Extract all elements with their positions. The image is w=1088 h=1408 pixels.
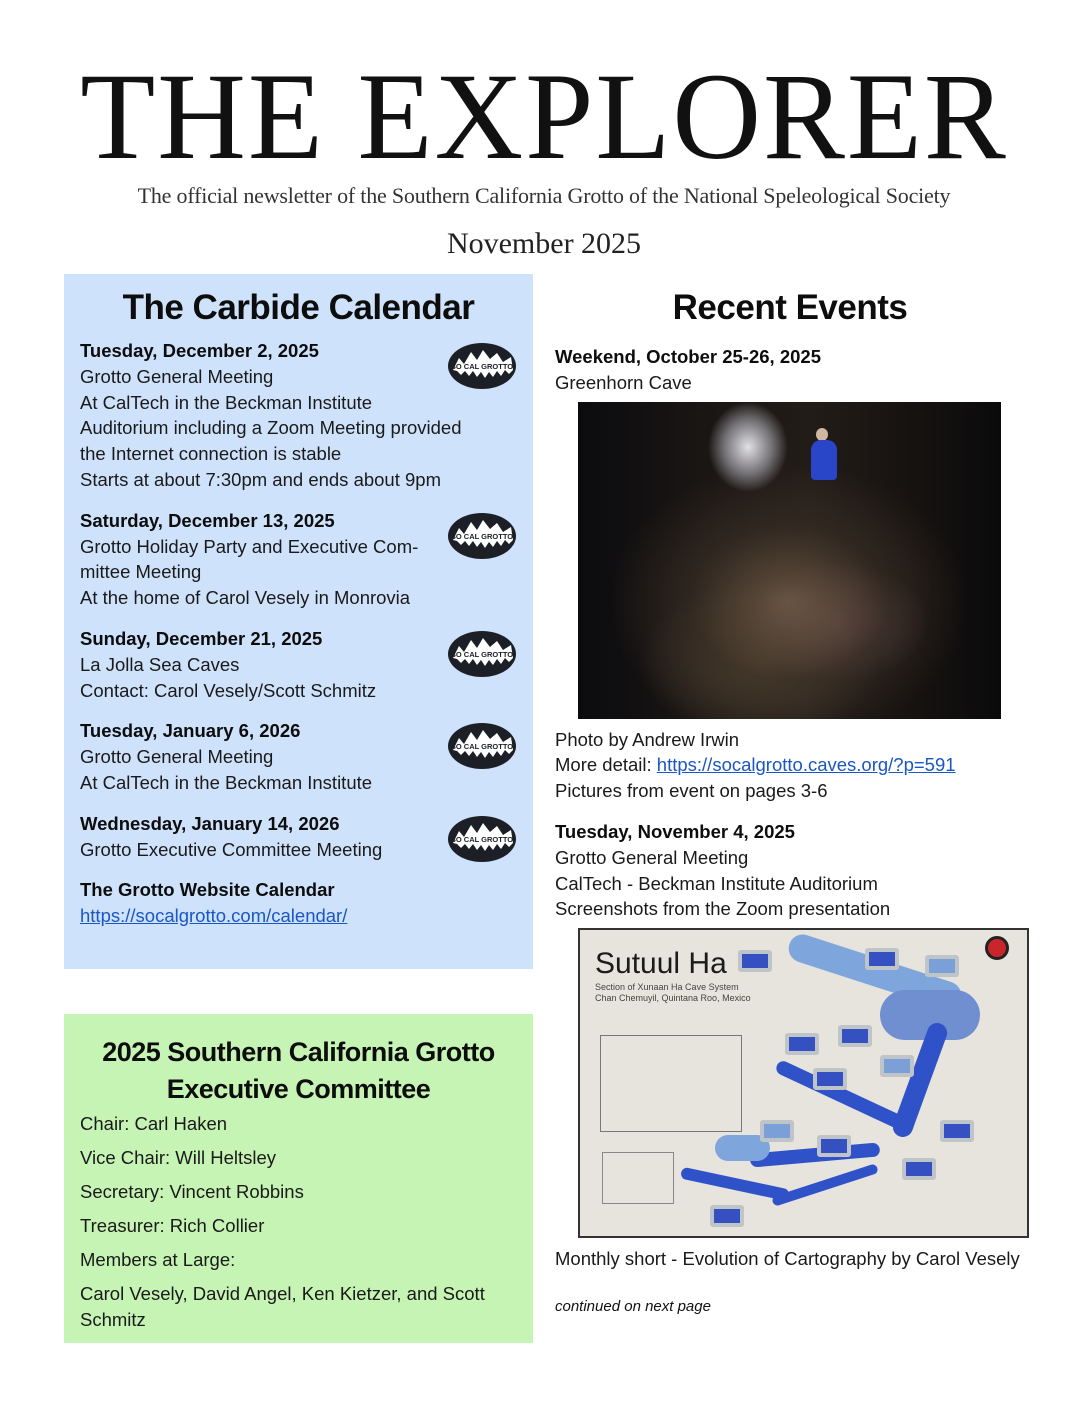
svg-text:SO CAL GROTTO: SO CAL GROTTO	[450, 531, 514, 541]
map-thumbnail	[813, 1068, 847, 1090]
committee-title	[80, 1034, 517, 1108]
photo-credit: Photo by Andrew Irwin	[555, 728, 740, 750]
cave-passage	[771, 1163, 879, 1207]
recent-event	[555, 344, 1025, 396]
calendar-event	[80, 508, 517, 611]
svg-text:SO CAL GROTTO: SO CAL GROTTO	[450, 649, 514, 659]
map-thumbnail	[710, 1205, 744, 1227]
event-line: La Jolla Sea Caves	[80, 653, 240, 675]
map-thumbnail	[940, 1120, 974, 1142]
carbide-calendar-box	[64, 274, 533, 969]
event-line: CalTech - Beckman Institute Auditorium	[555, 872, 878, 894]
map-caption: Monthly short - Evolution of Cartography by Carol Vesely	[555, 1248, 1020, 1270]
so-cal-grotto-logo-icon	[447, 630, 517, 678]
map-thumbnail	[925, 955, 959, 977]
map-thumbnail	[760, 1120, 794, 1142]
svg-text:SO CAL GROTTO: SO CAL GROTTO	[450, 362, 514, 371]
website-calendar-label: The Grotto Website Calendar	[80, 879, 335, 901]
event-line: Grotto General Meeting	[80, 365, 274, 387]
committee-title-line: 2025 Southern California Grotto	[102, 1037, 495, 1067]
so-cal-grotto-logo-icon	[447, 722, 517, 770]
event-date: Wednesday, January 14, 2026	[80, 812, 340, 834]
map-thumbnail	[738, 950, 772, 972]
map-thumbnail	[880, 1055, 914, 1077]
map-thumbnail	[838, 1025, 872, 1047]
event-line: Auditorium including a Zoom Meeting provided	[80, 417, 462, 439]
calendar-event	[80, 718, 517, 795]
recent-events-title: Recent Events	[672, 288, 908, 327]
caver-figure	[811, 440, 837, 480]
executive-committee-box	[64, 1014, 533, 1343]
recent-event	[555, 819, 1025, 922]
event-line: Grotto General Meeting	[555, 846, 749, 868]
continued-note: continued on next page	[555, 1297, 711, 1315]
calendar-event	[80, 811, 517, 863]
committee-member: Secretary: Vincent Robbins	[80, 1181, 304, 1202]
more-detail	[555, 752, 1025, 778]
event-line: the Internet connection is stable	[80, 443, 342, 465]
event-line: At CalTech in the Beckman Institute	[80, 391, 373, 413]
calendar-title: The Carbide Calendar	[122, 288, 475, 327]
event-name: Greenhorn Cave	[555, 371, 692, 393]
map-title: Sutuul Ha	[595, 947, 727, 981]
event-line: Grotto Executive Committee Meeting	[80, 838, 383, 860]
calendar-event	[80, 338, 517, 493]
event-line: At CalTech in the Beckman Institute	[80, 771, 373, 793]
event-date: Sunday, December 21, 2025	[80, 627, 323, 649]
event-date: Saturday, December 13, 2025	[80, 509, 335, 531]
committee-member: Vice Chair: Will Heltsley	[80, 1147, 277, 1168]
event-line: Starts at about 7:30pm and ends about 9pm	[80, 468, 441, 490]
website-calendar-link[interactable]: https://socalgrotto.com/calendar/	[80, 905, 348, 927]
event-line: Contact: Carol Vesely/Scott Schmitz	[80, 679, 377, 701]
pictures-note: Pictures from event on pages 3-6	[555, 780, 828, 802]
map-thumbnail	[785, 1033, 819, 1055]
map-subtitle: Section of Xunaan Ha Cave System Chan Chemuyil, Quintana Roo, Mexico	[595, 982, 751, 1004]
calendar-event	[80, 626, 517, 703]
caver-figure	[816, 428, 828, 441]
map-inset	[600, 1035, 742, 1132]
event-date: Tuesday, November 4, 2025	[555, 820, 795, 842]
event-line: At the home of Carol Vesely in Monrovia	[80, 587, 411, 609]
newsletter-title: THE EXPLORER	[80, 48, 1008, 185]
more-detail-link[interactable]: https://socalgrotto.caves.org/?p=591	[656, 754, 956, 776]
more-detail-label: More detail:	[555, 754, 657, 776]
committee-member: Carol Vesely, David Angel, Ken Kietzer, and Scott Schmitz	[80, 1283, 485, 1330]
map-legend	[602, 1152, 674, 1204]
committee-title-line: Executive Committee	[166, 1074, 431, 1104]
recent-events-column	[555, 280, 1025, 1317]
map-thumbnail	[902, 1158, 936, 1180]
newsletter-subtitle: The official newsletter of the Southern California Grotto of the National Speleological Society	[137, 183, 951, 208]
event-line: Grotto Holiday Party and Executive Com-	[80, 535, 419, 557]
event-date: Weekend, October 25-26, 2025	[555, 346, 821, 367]
event-line: Screenshots from the Zoom presentation	[555, 898, 891, 920]
so-cal-grotto-logo-icon	[447, 342, 517, 390]
so-cal-grotto-logo-icon	[447, 512, 517, 560]
event-date: Tuesday, December 2, 2025	[80, 340, 319, 361]
website-calendar	[80, 877, 517, 929]
svg-text:SO CAL GROTTO: SO CAL GROTTO	[450, 834, 514, 844]
issue-date: November 2025	[446, 227, 642, 260]
nss-badge-icon	[985, 936, 1009, 960]
cave-map-screenshot	[578, 928, 1029, 1238]
map-thumbnail	[817, 1135, 851, 1157]
event-line: Grotto General Meeting	[80, 746, 274, 768]
greenhorn-cave-photo	[578, 402, 1001, 719]
committee-member: Treasurer: Rich Collier	[80, 1215, 265, 1236]
event-date: Tuesday, January 6, 2026	[80, 720, 301, 742]
map-thumbnail	[865, 948, 899, 970]
event-line: mittee Meeting	[80, 561, 202, 583]
so-cal-grotto-logo-icon	[447, 815, 517, 863]
committee-member: Members at Large:	[80, 1249, 236, 1270]
svg-text:SO CAL GROTTO: SO CAL GROTTO	[450, 742, 514, 752]
committee-member: Chair: Carl Haken	[80, 1113, 228, 1134]
